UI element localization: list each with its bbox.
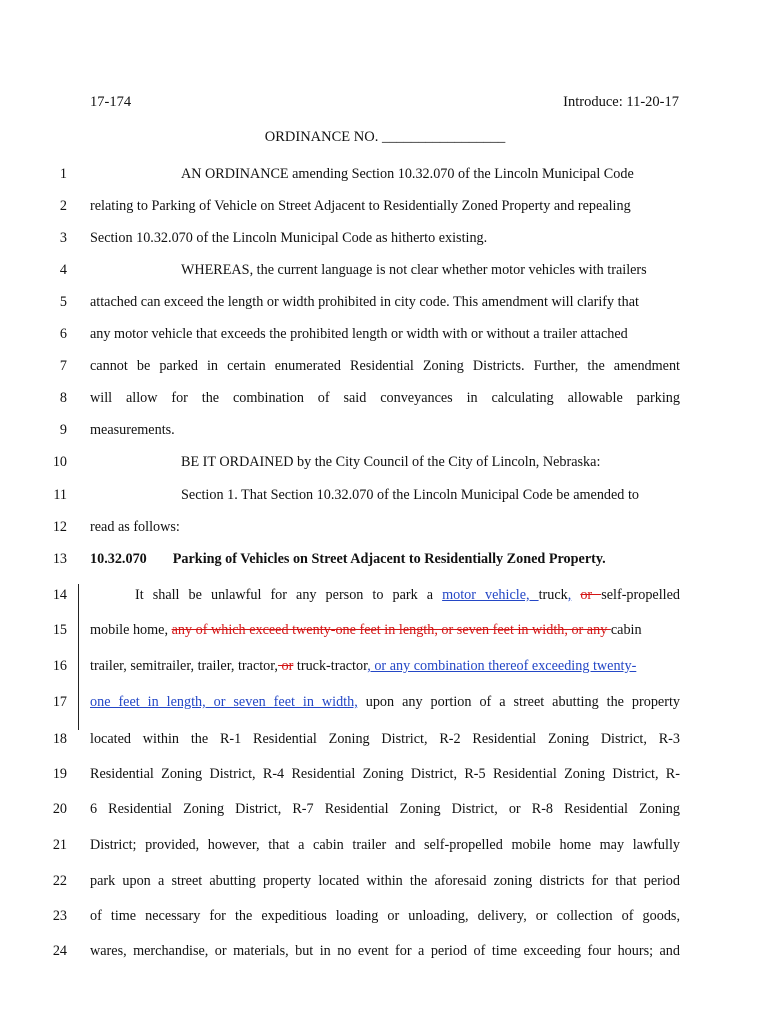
line-text: trailer, semitrailer, trailer, tractor, or truck-tractor, or any combination thereof exceeding twenty- [90,658,637,674]
line-18 [40,728,680,750]
line-number: 8 [59,390,67,406]
line-4 [40,259,680,281]
line-number: 20 [52,801,67,817]
line-text: wares, merchandise, or materials, but in no event for a period of time exceeding four hours; and [90,943,680,959]
line-5 [40,291,680,313]
line-text: will allow for the combination of said conveyances in calculating allowable parking [90,390,680,406]
line-20 [40,798,680,820]
line-23 [40,905,680,927]
line-text: one feet in length, or seven feet in width, upon any portion of a street abutting the property [90,694,680,710]
line-number: 23 [52,908,67,924]
inserted-text: , [567,587,572,603]
line-text: It shall be unlawful for any person to park a motor vehicle, truck, or self-propelled [135,587,680,603]
line-number: 2 [59,198,67,214]
line-number: 11 [53,487,67,503]
line-number: 4 [59,262,67,278]
line-number: 10 [52,454,67,470]
line-number: 19 [52,766,67,782]
line-text: read as follows: [90,519,180,535]
line-7 [40,355,680,377]
section-title: Parking of Vehicles on Street Adjacent to Residentially Zoned Property. [172,551,606,567]
bill-number: 17-174 [90,94,132,110]
line-text: cannot be parked in certain enumerated Residential Zoning Districts. Further, the amendment [90,358,680,374]
line-number: 12 [52,519,67,535]
line-number: 1 [59,166,67,182]
line-14 [40,584,680,606]
line-22 [40,870,680,892]
line-text: located within the R-1 Residential Zoning District, R-2 Residential Zoning District, R-3 [90,731,680,747]
section-number: 10.32.070 [90,551,147,567]
line-text: of time necessary for the expeditious loading or unloading, delivery, or collection of goods, [90,908,680,924]
ordinance-number: ORDINANCE NO. _________________ [264,129,506,145]
line-text: Residential Zoning District, R-4 Residential Zoning District, R-5 Residential Zoning District, R- [90,766,680,782]
line-11 [40,484,680,506]
line-text: measurements. [90,422,175,438]
line-17 [40,691,680,713]
line-number: 22 [52,873,67,889]
line-21 [40,834,680,856]
line-text: AN ORDINANCE amending Section 10.32.070 of the Lincoln Municipal Code [181,166,634,182]
line-8 [40,387,680,409]
deleted-text: or [580,587,602,603]
line-number: 6 [59,326,67,342]
introduce-date: Introduce: 11-20-17 [563,94,679,110]
line-number: 7 [59,358,67,374]
line-6 [40,323,680,345]
line-text: BE IT ORDAINED by the City Council of the City of Lincoln, Nebraska: [181,454,601,470]
inserted-text: motor vehicle, [442,587,539,603]
inserted-text: one feet in length, or seven feet in width, [90,694,358,710]
line-19 [40,763,680,785]
line-text: attached can exceed the length or width prohibited in city code. This amendment will clarify that [90,294,639,310]
line-12 [40,516,680,538]
line-number: 3 [59,230,67,246]
line-24 [40,940,680,962]
line-text: mobile home, any of which exceed twenty-one feet in length, or seven feet in width, or any cabin [90,622,642,638]
deleted-text: or [277,658,294,674]
inserted-text: , or any combination thereof exceeding twenty- [367,658,637,674]
line-number: 21 [52,837,67,853]
line-text: park upon a street abutting property located within the aforesaid zoning districts for that period [90,873,680,889]
line-text: Section 10.32.070 of the Lincoln Municipal Code as hitherto existing. [90,230,488,246]
line-text: Section 1. That Section 10.32.070 of the Lincoln Municipal Code be amended to [181,487,639,503]
line-number: 18 [52,731,67,747]
deleted-text: any of which exceed twenty-one feet in length, or seven feet in width, or any [171,622,611,638]
line-number: 24 [52,943,67,959]
line-1 [40,163,680,185]
line-number: 15 [52,622,67,638]
line-number: 5 [59,294,67,310]
line-text: relating to Parking of Vehicle on Street Adjacent to Residentially Zoned Property and repealing [90,198,631,214]
line-text: District; provided, however, that a cabin trailer and self-propelled mobile home may lawfully [90,837,680,853]
line-10 [40,451,680,473]
line-2 [40,195,680,217]
line-text: WHEREAS, the current language is not clear whether motor vehicles with trailers [181,262,647,278]
line-16 [40,655,680,677]
line-number: 17 [52,694,67,710]
line-number: 16 [52,658,67,674]
line-text: 6 Residential Zoning District, R-7 Residential Zoning District, or R-8 Residential Zoning [90,801,680,817]
line-9 [40,419,680,441]
section-heading [90,548,680,570]
line-15 [40,619,680,641]
line-number: 14 [52,587,67,603]
line-number: 13 [52,551,67,567]
line-text: any motor vehicle that exceeds the prohibited length or width with or without a trailer attached [90,326,628,342]
line-number: 9 [59,422,67,438]
line-3 [40,227,680,249]
line-13 [40,548,680,570]
